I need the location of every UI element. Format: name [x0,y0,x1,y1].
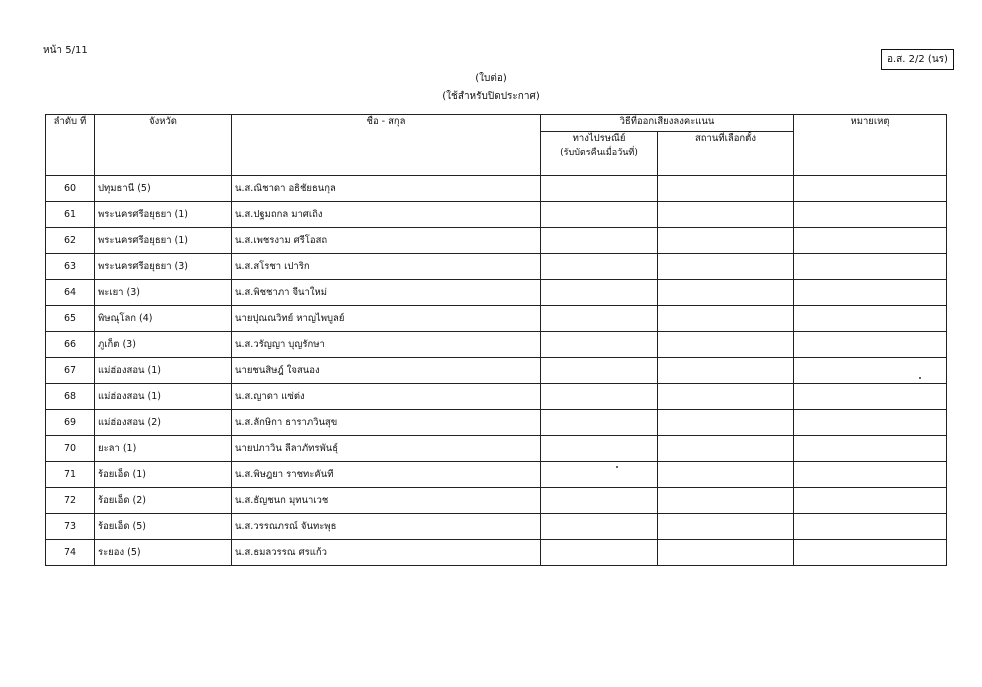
table-row [46,176,947,202]
table-row [46,436,947,462]
cell-by-post [541,306,658,332]
cell-remarks [794,540,947,566]
cell-order: 73 [46,514,95,540]
cell-remarks [794,410,947,436]
cell-by-post [541,358,658,384]
cell-order: 69 [46,410,95,436]
table-row [46,384,947,410]
cell-province: ร้อยเอ็ด (5) [95,514,232,540]
col-order-header: ลำดับ ที่ [46,115,95,176]
usage-note: (ใช้สำหรับปิดประกาศ) [442,91,540,102]
cell-by-post [541,540,658,566]
cell-remarks [794,176,947,202]
cell-remarks [794,306,947,332]
scan-speck [919,377,921,379]
cell-order: 71 [46,462,95,488]
cell-province: แม่ฮ่องสอน (1) [95,358,232,384]
cell-remarks [794,254,947,280]
cell-by-post [541,332,658,358]
cell-by-post [541,410,658,436]
table-row [46,514,947,540]
cell-province: พระนครศรีอยุธยา (1) [95,228,232,254]
col-remarks-header: หมายเหตุ [794,115,947,176]
roster-body [46,176,947,566]
cell-polling-station [658,280,794,306]
cell-by-post [541,436,658,462]
cell-polling-station [658,228,794,254]
cell-polling-station [658,306,794,332]
cell-remarks [794,358,947,384]
table-row [46,488,947,514]
cell-remarks [794,202,947,228]
cell-remarks [794,280,947,306]
cell-name: น.ส.วรรณภรณ์ จันทะพุธ [232,514,541,540]
cell-order: 66 [46,332,95,358]
cell-remarks [794,462,947,488]
cell-name: น.ส.ญาดา แซ่ต่ง [232,384,541,410]
cell-polling-station [658,514,794,540]
cell-province: ยะลา (1) [95,436,232,462]
cell-province: พะเยา (3) [95,280,232,306]
cell-by-post [541,280,658,306]
cell-name: น.ส.ธมลวรรณ ศรแก้ว [232,540,541,566]
cell-by-post [541,228,658,254]
cell-remarks [794,514,947,540]
cell-province: ร้อยเอ็ด (2) [95,488,232,514]
cell-remarks [794,228,947,254]
col-name-header: ชื่อ - สกุล [232,115,541,176]
table-row [46,280,947,306]
cell-province: แม่ฮ่องสอน (2) [95,410,232,436]
form-code-box: อ.ส. 2/2 (นร) [881,49,954,70]
cell-name: น.ส.พิชชาภา จีนาใหม่ [232,280,541,306]
table-row [46,462,947,488]
cell-province: ระยอง (5) [95,540,232,566]
cell-by-post [541,384,658,410]
cell-order: 74 [46,540,95,566]
cell-remarks [794,488,947,514]
cell-polling-station [658,384,794,410]
col-polling-station-header: สถานที่เลือกตั้ง [658,132,794,176]
cell-remarks [794,332,947,358]
cell-name: น.ส.ลักษิกา ธาราภวินสุข [232,410,541,436]
cell-province: ภูเก็ต (3) [95,332,232,358]
cell-order: 61 [46,202,95,228]
table-row [46,540,947,566]
table-row [46,254,947,280]
cell-polling-station [658,332,794,358]
cell-polling-station [658,254,794,280]
by-post-label: ทางไปรษณีย์ [572,133,626,144]
cell-name: นายปุณณวิทย์ หาญไพบูลย์ [232,306,541,332]
cell-province: พระนครศรีอยุธยา (3) [95,254,232,280]
table-row [46,202,947,228]
cell-order: 68 [46,384,95,410]
col-province-header: จังหวัด [95,115,232,176]
scan-speck [616,466,618,468]
cell-by-post [541,176,658,202]
by-post-note: (รับบัตรคืนเมื่อวันที่) [560,148,638,158]
cell-polling-station [658,176,794,202]
cell-order: 63 [46,254,95,280]
cell-name: น.ส.ณิชาดา อธิชัยธนกุล [232,176,541,202]
cell-polling-station [658,436,794,462]
cell-province: ร้อยเอ็ด (1) [95,462,232,488]
col-voting-method-header: วิธีที่ออกเสียงลงคะแนน [541,115,794,132]
table-row [46,306,947,332]
cell-name: นายชนสิษฎ์ ใจสนอง [232,358,541,384]
cell-polling-station [658,410,794,436]
table-row [46,228,947,254]
cell-order: 64 [46,280,95,306]
cell-remarks [794,384,947,410]
cell-name: น.ส.ปฐมถกล มาศเถิง [232,202,541,228]
cell-name: นายปภาวิน ลีลาภัทรพันธุ์ [232,436,541,462]
continuation-title: (ใบต่อ) [475,73,507,84]
page-number: หน้า 5/11 [43,45,88,56]
cell-province: พิษณุโลก (4) [95,306,232,332]
cell-remarks [794,436,947,462]
cell-order: 60 [46,176,95,202]
cell-polling-station [658,488,794,514]
table-row [46,332,947,358]
cell-by-post [541,462,658,488]
table-row [46,358,947,384]
cell-name: น.ส.ธัญชนก มุทนาเวช [232,488,541,514]
cell-order: 67 [46,358,95,384]
cell-polling-station [658,202,794,228]
cell-name: น.ส.พิษฎยา ราชทะคันที [232,462,541,488]
cell-by-post [541,488,658,514]
table-row [46,410,947,436]
cell-province: ปทุมธานี (5) [95,176,232,202]
cell-by-post [541,514,658,540]
cell-by-post [541,254,658,280]
cell-polling-station [658,358,794,384]
cell-province: แม่ฮ่องสอน (1) [95,384,232,410]
cell-polling-station [658,462,794,488]
cell-province: พระนครศรีอยุธยา (1) [95,202,232,228]
cell-name: น.ส.เพชรงาม ศรีโอสถ [232,228,541,254]
cell-order: 65 [46,306,95,332]
voter-roster-table [45,114,947,566]
cell-polling-station [658,540,794,566]
cell-order: 70 [46,436,95,462]
cell-order: 72 [46,488,95,514]
cell-name: น.ส.วรัญญา บุญรักษา [232,332,541,358]
cell-by-post [541,202,658,228]
cell-name: น.ส.สโรชา เปาริก [232,254,541,280]
cell-order: 62 [46,228,95,254]
col-by-post-header [541,132,658,176]
